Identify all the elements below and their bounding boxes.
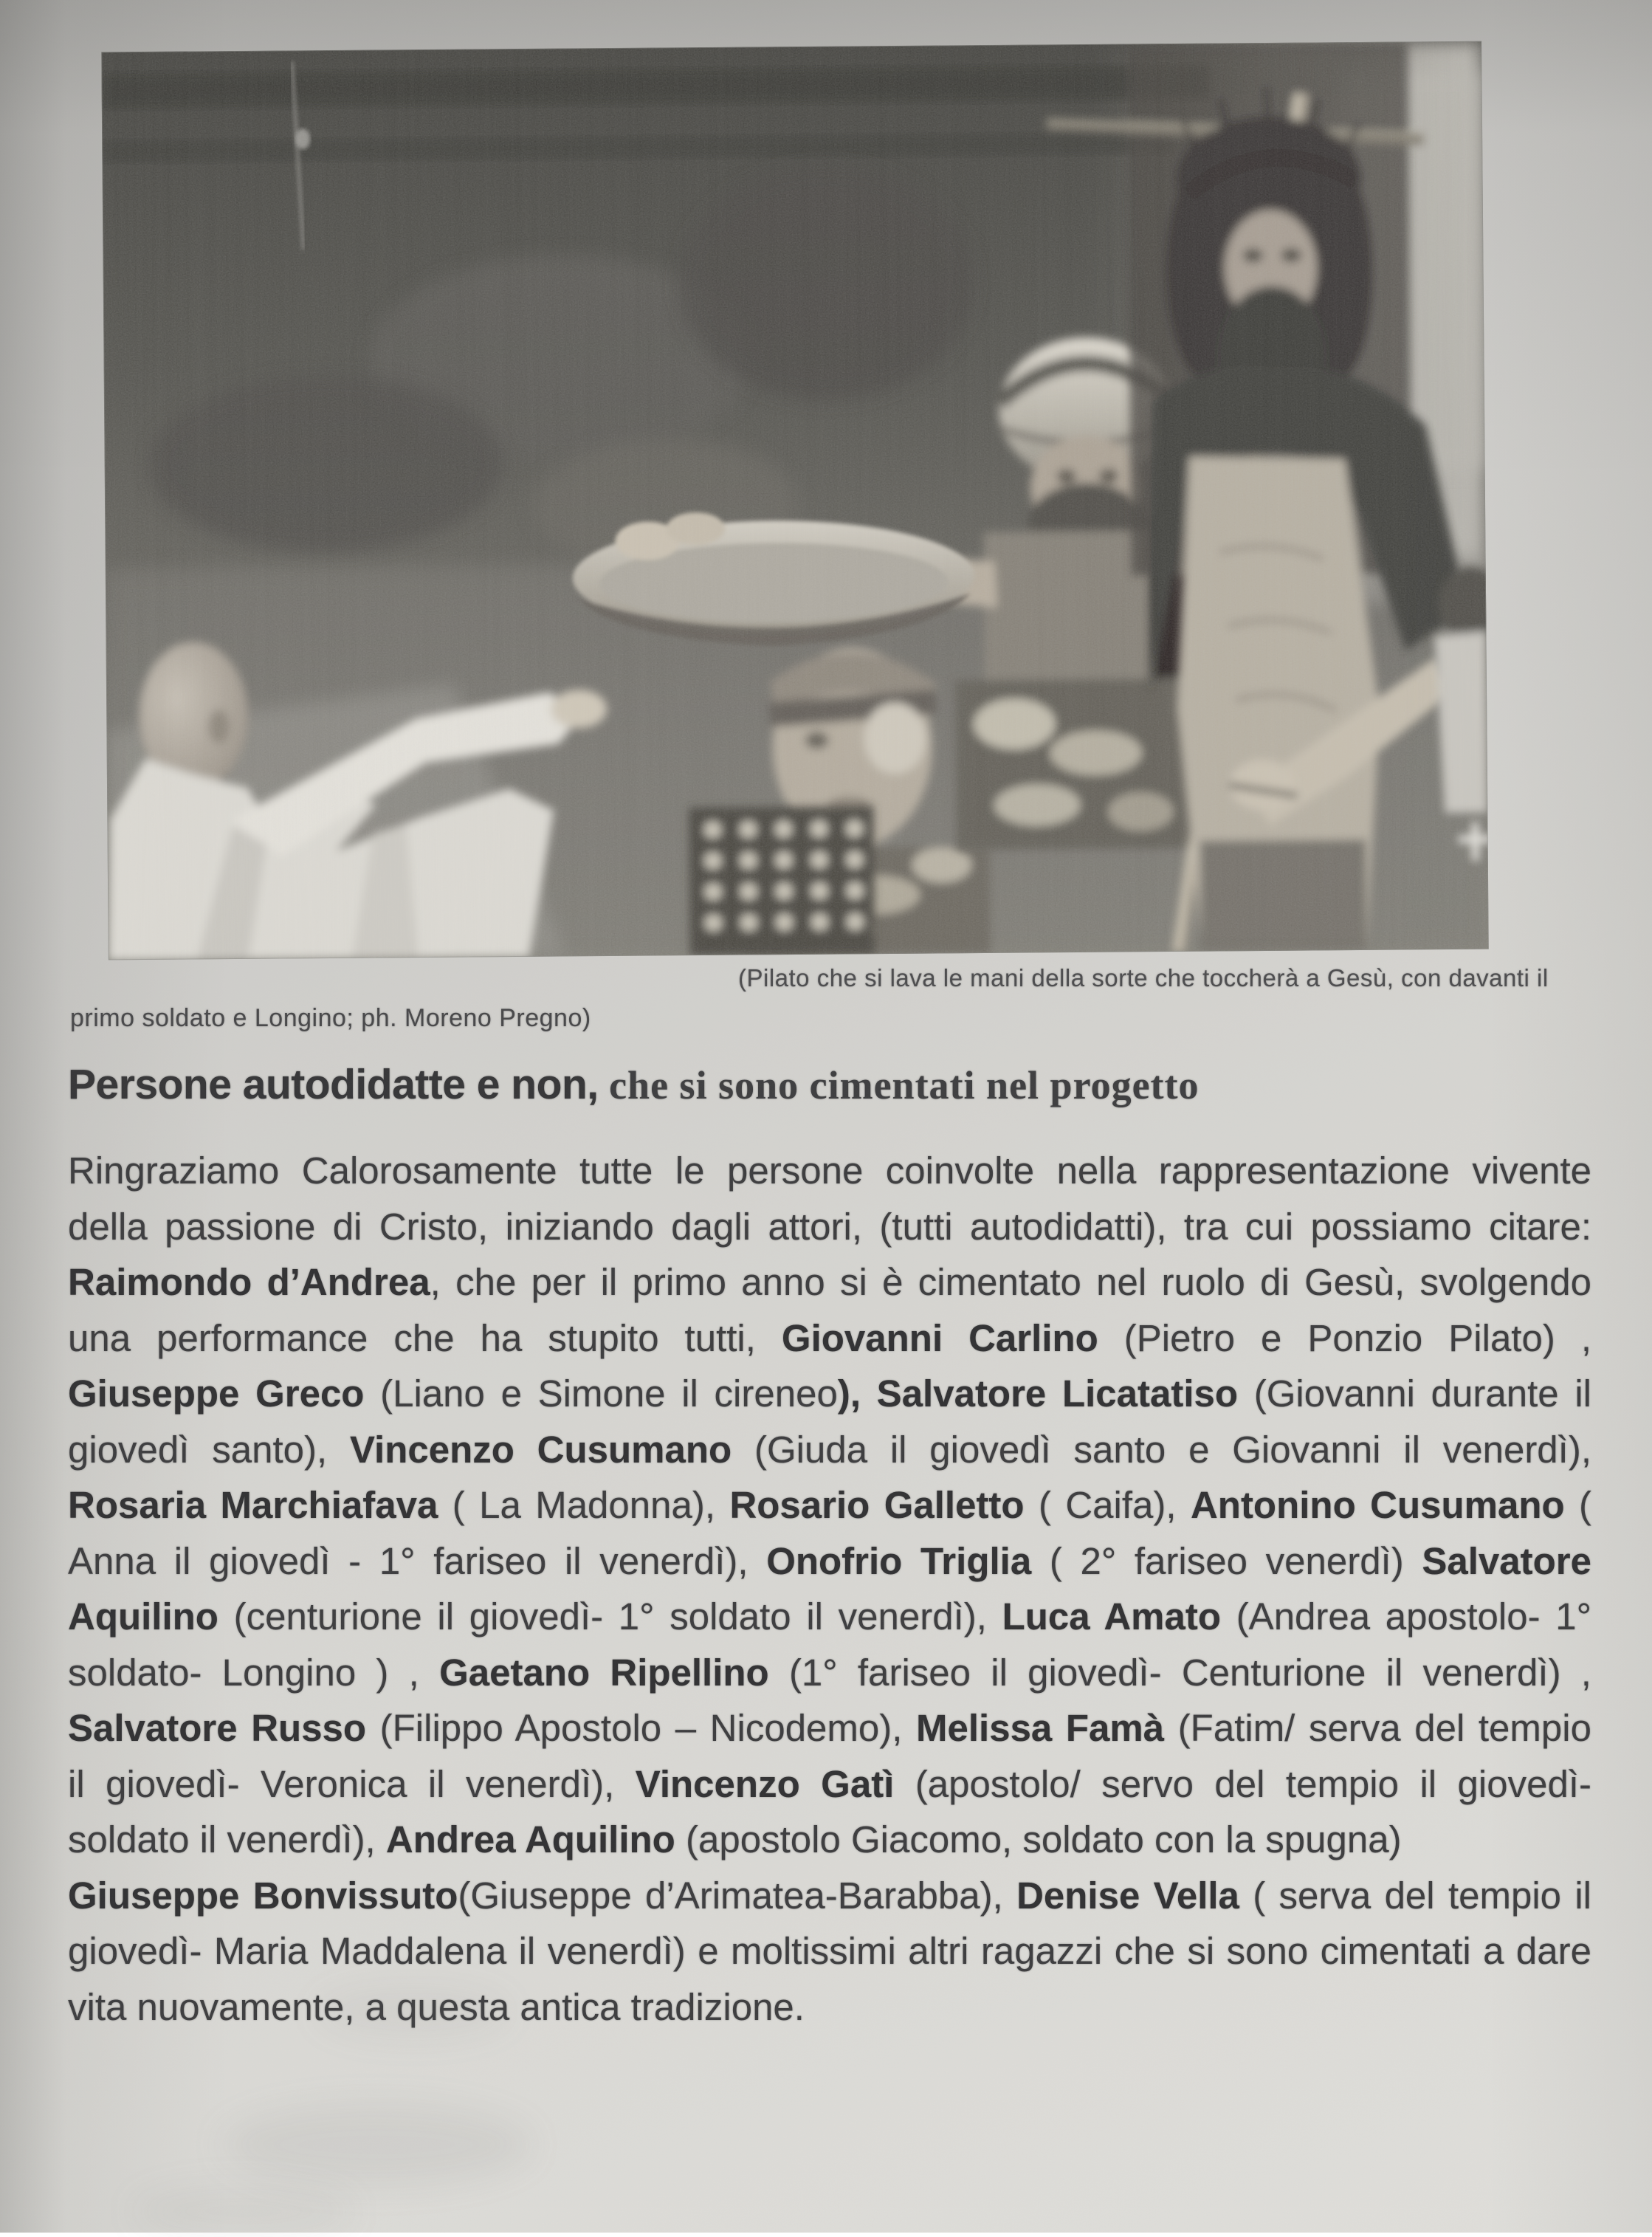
body-line (68, 1310, 1591, 1367)
body-text: (Fatim/ serva del tempio (1164, 1707, 1591, 1749)
actor-name: Salvatore (1422, 1539, 1591, 1582)
section-heading (68, 1060, 1591, 1109)
actor-name: Antonino Cusumano (1190, 1484, 1565, 1526)
body-line (68, 1422, 1591, 1478)
photo-grain (101, 41, 1489, 961)
actor-name: Salvatore Russo (68, 1707, 367, 1749)
actor-name: Vincenzo Gatì (635, 1762, 895, 1805)
body-line (68, 1143, 1591, 1199)
passion-play-photo (101, 41, 1489, 961)
body-text: (Giovanni durante il (1238, 1372, 1591, 1415)
bleedthrough-smudge (221, 2104, 531, 2185)
body-line (68, 1979, 1591, 2035)
actor-name: Onofrio Triglia (766, 1539, 1032, 1582)
body-text: (Giuseppe d’Arimatea-Barabba), (458, 1874, 1017, 1917)
body-line (68, 1868, 1591, 1924)
body-text: (Andrea apostolo- 1° (1221, 1595, 1592, 1638)
body-line (68, 1533, 1591, 1590)
photo-caption-line2: primo soldato e Longino; ph. Moreno Pregno) (70, 1004, 591, 1032)
body-text: Ringraziamo Calorosamente tutte le persone coinvolte nella rappresentazione vivente (68, 1150, 1591, 1192)
body-text: della passione di Cristo, iniziando dagli attori, (tutti autodidatti), tra cui possiamo citare: (68, 1205, 1591, 1248)
actor-name: Denise Vella (1016, 1874, 1239, 1917)
body-line (68, 1645, 1591, 1701)
body-text: giovedì- Maria Maddalena il venerdì) e moltissimi altri ragazzi che si sono cimentati a dare (68, 1930, 1591, 1972)
body-text: il giovedì- Veronica il venerdì), (68, 1762, 636, 1805)
actor-name: Raimondo d’Andrea (68, 1261, 430, 1303)
body-text: ( La Madonna), (438, 1484, 730, 1526)
body-line (68, 1700, 1591, 1756)
actor-name: Rosario Galletto (729, 1484, 1025, 1526)
acknowledgements-paragraph (68, 1143, 1591, 2035)
actor-name: Andrea Aquilino (385, 1818, 675, 1860)
body-text: , che per il primo anno si è cimentato nel ruolo di Gesù, svolgendo (430, 1261, 1591, 1303)
heading-part-serif: che si sono cimentati nel progetto (598, 1063, 1200, 1107)
body-line (68, 1923, 1591, 1979)
body-text: (Filippo Apostolo – Nicodemo), (366, 1707, 917, 1749)
body-text: ( serva del tempio il (1239, 1874, 1592, 1917)
body-text: giovedì santo), (68, 1428, 350, 1471)
actor-name: Gaetano Ripellino (439, 1651, 769, 1694)
body-line (68, 1254, 1591, 1310)
photo-caption-line1: (Pilato che si lava le mani della sorte che toccherà a Gesù, con davanti il (738, 964, 1549, 992)
body-line (68, 1589, 1591, 1645)
body-text: soldato il venerdì), (68, 1818, 386, 1860)
body-line (68, 1199, 1591, 1255)
actor-name: Vincenzo Cusumano (349, 1428, 732, 1471)
body-text: (Pietro e Ponzio Pilato) , (1098, 1316, 1591, 1359)
body-text: (apostolo/ servo del tempio il giovedì- (894, 1762, 1591, 1805)
body-text: (centurione il giovedì- 1° soldato il venerdì), (218, 1595, 1002, 1638)
body-line (68, 1812, 1591, 1868)
actor-name: Rosaria Marchiafava (68, 1484, 438, 1526)
actor-name: Aquilino (68, 1595, 218, 1638)
actor-name: Giovanni Carlino (781, 1316, 1098, 1359)
actor-name: Melissa Famà (916, 1707, 1165, 1749)
body-text: ( Caifa), (1024, 1484, 1191, 1526)
body-text: vita nuovamente, a questa antica tradizione. (68, 1985, 805, 2028)
body-text: Anna il giovedì - 1° fariseo il venerdì), (68, 1539, 767, 1582)
actor-name: ), (837, 1372, 877, 1415)
body-text: ( 2° fariseo venerdì) (1031, 1539, 1422, 1582)
body-text: (1° fariseo il giovedì- Centurione il venerdì) , (768, 1651, 1591, 1694)
heading-part-sans: Persone autodidatte e non, (68, 1061, 599, 1108)
bleedthrough-smudge (133, 2185, 354, 2237)
body-text: soldato- Longino ) , (68, 1651, 440, 1694)
actor-name: Giuseppe Bonvissuto (68, 1874, 458, 1917)
body-text: (Liano e Simone il cireneo (364, 1372, 838, 1415)
body-text: una performance che ha stupito tutti, (68, 1316, 782, 1359)
body-line (68, 1366, 1591, 1422)
body-text: (Giuda il giovedì santo e Giovanni il venerdì), (732, 1428, 1591, 1471)
body-line (68, 1756, 1591, 1812)
actor-name: Giuseppe Greco (68, 1372, 365, 1415)
actor-name: Salvatore Licatatiso (876, 1372, 1239, 1415)
body-text: (apostolo Giacomo, soldato con la spugna) (675, 1818, 1402, 1860)
body-text: ( (1564, 1484, 1592, 1526)
actor-name: Luca Amato (1002, 1595, 1222, 1638)
body-line (68, 1477, 1591, 1533)
